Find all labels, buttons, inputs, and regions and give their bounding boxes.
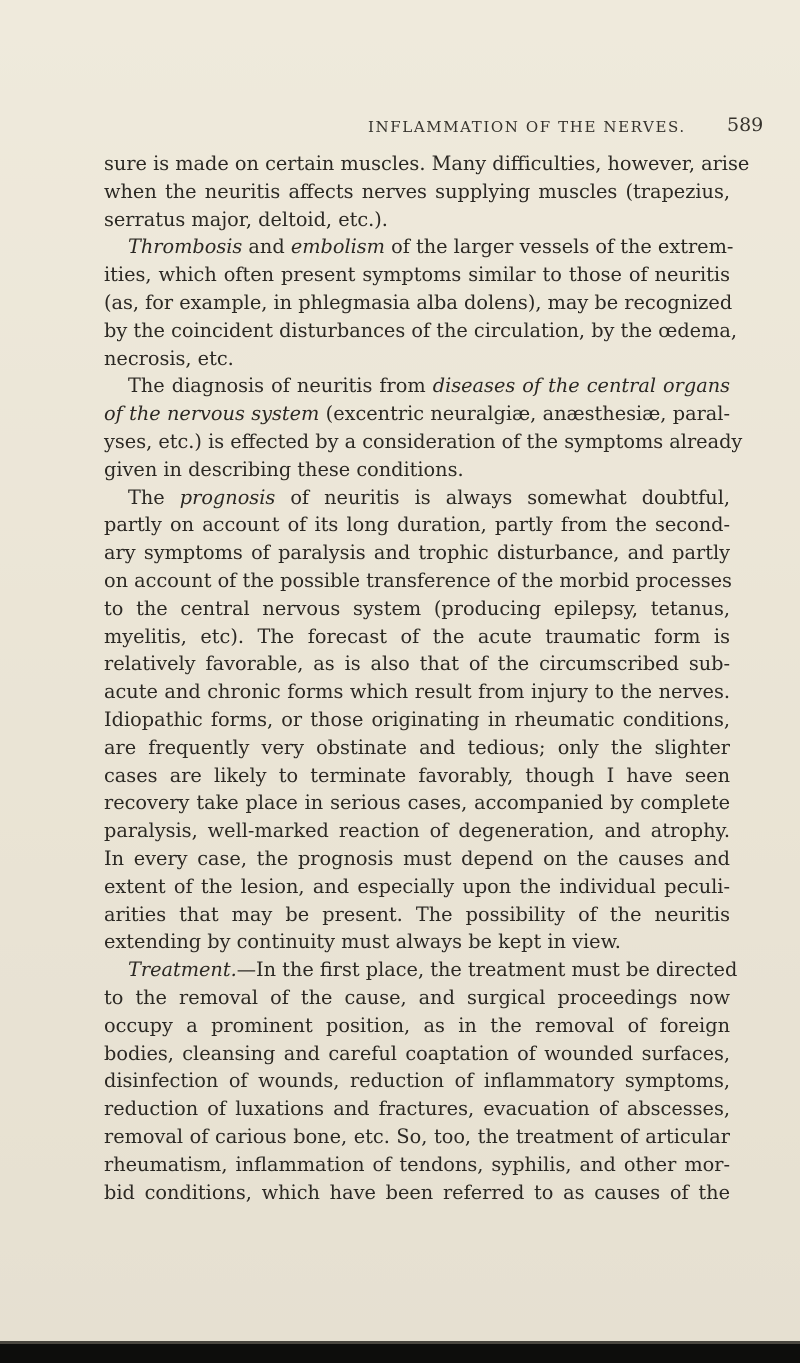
text-line	[104, 511, 730, 538]
text-line	[128, 372, 730, 399]
text-line	[128, 956, 738, 983]
text-line	[104, 650, 730, 677]
text-run: removal of carious bone, etc. So, too, the treatment of articular	[104, 1125, 730, 1148]
text-line	[104, 901, 730, 928]
text-line	[104, 456, 730, 483]
text-line	[104, 345, 730, 372]
text-run: necrosis, etc.	[104, 346, 234, 370]
italic-term: prognosis	[179, 485, 276, 509]
page-number: 589	[727, 114, 764, 136]
text-line	[104, 873, 730, 900]
text-line	[104, 984, 730, 1011]
text-run: ities, which often present symptoms similar to those of neuritis	[104, 263, 730, 287]
bottom-edge-bar	[0, 1344, 800, 1363]
italic-term: embolism	[290, 235, 385, 259]
text-line	[104, 817, 730, 844]
text-run: on account of the possible transference of the morbid processes	[104, 569, 732, 592]
text-run: arities that may be present. The possibility of the neuritis	[104, 902, 730, 926]
text-run: The	[128, 485, 180, 509]
text-run: In every case, the prognosis must depend on the causes and	[104, 847, 730, 870]
text-run: by the coincident disturbances of the circulation, by the œdema,	[104, 318, 737, 342]
text-run: given in describing these conditions.	[104, 457, 464, 481]
text-line	[104, 317, 737, 344]
text-run: (as, for example, in phlegmasia alba dolens), may be recognized	[104, 291, 733, 314]
text-run: relatively favorable, as is also that of the circumscribed sub-	[104, 652, 730, 676]
text-run: extending by continuity must always be kept in view.	[104, 930, 621, 954]
text-run: rheumatism, inflammation of tendons, syphilis, and other mor-	[104, 1152, 730, 1176]
text-run: sure is made on certain muscles. Many difficulties, however, arise	[104, 152, 750, 175]
text-line	[104, 623, 730, 650]
text-line	[104, 261, 730, 288]
text-line	[104, 1095, 730, 1122]
text-run: yses, etc.) is effected by a consideration of the symptoms already	[104, 430, 743, 453]
running-head	[0, 114, 800, 144]
text-line	[104, 706, 730, 733]
text-line	[104, 1012, 730, 1039]
italic-term: Treatment.	[128, 958, 237, 982]
text-run: bid conditions, which have been referred to as causes of the	[104, 1180, 730, 1204]
text-run: when the neuritis affects nerves supplying muscles (trapezius,	[104, 179, 730, 203]
text-line	[104, 428, 743, 455]
text-run: —In the first place, the treatment must be directed	[236, 958, 738, 982]
text-line	[104, 789, 730, 816]
text-line	[104, 1179, 730, 1206]
text-run: and	[242, 235, 291, 259]
italic-term: of the nervous system	[104, 402, 320, 426]
text-line	[104, 1040, 730, 1067]
text-line	[104, 845, 730, 872]
text-run: of neuritis is always somewhat doubtful,	[275, 485, 731, 509]
text-run: (excentric neuralgiæ, anæsthesiæ, paral-	[319, 402, 730, 426]
text-line	[104, 150, 750, 177]
text-run: myelitis, etc). The forecast of the acute traumatic form is	[104, 624, 730, 648]
text-run: occupy a prominent position, as in the removal of foreign	[104, 1013, 730, 1037]
text-line	[104, 567, 730, 594]
text-line	[128, 233, 734, 260]
text-line	[104, 539, 730, 566]
text-run: to the removal of the cause, and surgical proceedings now	[104, 986, 730, 1009]
text-run: The diagnosis of neuritis from	[128, 374, 433, 398]
text-line	[104, 1151, 730, 1178]
text-line	[104, 762, 730, 789]
italic-term: diseases of the central organs	[432, 374, 731, 398]
text-run: are frequently very obstinate and tedious; only the slighter	[104, 735, 730, 759]
text-line	[104, 928, 730, 955]
text-run: paralysis, well-marked reaction of degeneration, and atrophy.	[104, 819, 730, 843]
text-line	[128, 484, 730, 511]
text-line	[104, 400, 730, 427]
text-run: partly on account of its long duration, partly from the second-	[104, 513, 730, 537]
text-line	[104, 734, 730, 761]
text-line	[104, 178, 730, 205]
text-run: Idiopathic forms, or those originating in rheumatic conditions,	[104, 708, 730, 731]
italic-term: Thrombosis	[128, 235, 243, 259]
text-line	[104, 595, 730, 622]
text-line	[104, 289, 733, 316]
text-run: bodies, cleansing and careful coaptation of wounded surfaces,	[104, 1041, 730, 1065]
text-line	[104, 678, 730, 705]
text-run: to the central nervous system (producing epilepsy, tetanus,	[104, 596, 730, 620]
text-run: serratus major, deltoid, etc.).	[104, 207, 388, 231]
text-run: extent of the lesion, and especially upon the individual peculi-	[104, 874, 730, 898]
text-run: recovery take place in serious cases, accompanied by complete	[104, 791, 730, 815]
text-run: disinfection of wounds, reduction of inflammatory symptoms,	[104, 1069, 730, 1093]
text-line	[104, 206, 730, 233]
text-run: ary symptoms of paralysis and trophic disturbance, and partly	[104, 541, 730, 565]
text-run: cases are likely to terminate favorably, though I have seen	[104, 763, 730, 787]
text-line	[104, 1123, 730, 1150]
running-title: INFLAMMATION OF THE NERVES.	[368, 118, 686, 136]
text-line	[104, 1067, 730, 1094]
text-run: reduction of luxations and fractures, evacuation of abscesses,	[104, 1097, 730, 1121]
text-run: of the larger vessels of the extrem-	[384, 235, 734, 259]
text-run: acute and chronic forms which result from injury to the nerves.	[104, 680, 730, 704]
